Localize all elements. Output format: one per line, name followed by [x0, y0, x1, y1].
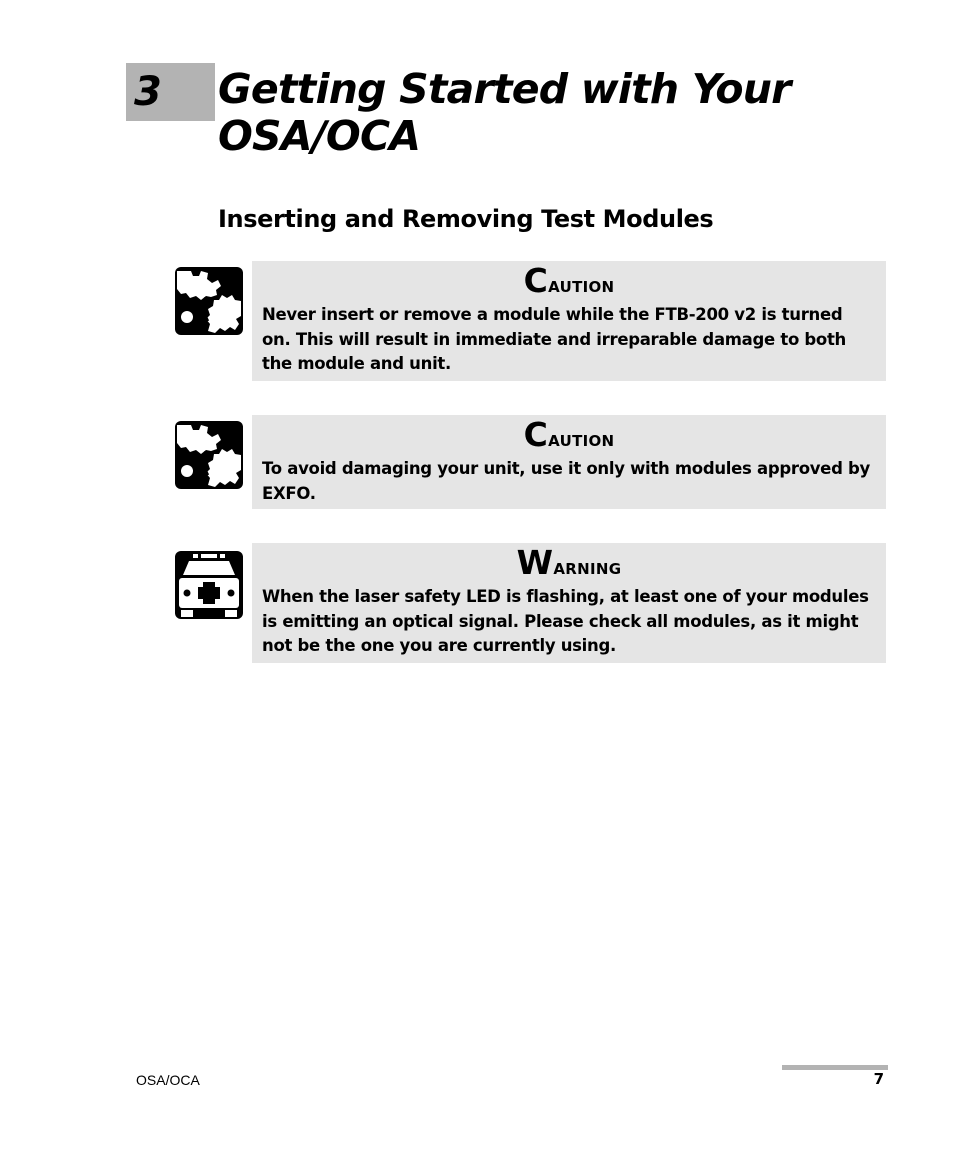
caution-gear-icon [175, 421, 243, 489]
warning-box [252, 543, 886, 663]
warning-heading: Warning [516, 543, 622, 582]
warning-ambulance-icon [175, 551, 243, 619]
footer-page-number: 7 [873, 1070, 884, 1088]
chapter-title-line2: OSA/OCA [218, 112, 421, 160]
section-heading: Inserting and Removing Test Modules [218, 205, 714, 233]
chapter-number-block [126, 63, 215, 121]
caution-gear-icon [175, 267, 243, 335]
caution-box-2 [252, 415, 886, 509]
chapter-number: 3 [134, 69, 162, 115]
caution-text-1: Never insert or remove a module while the FTB-200 v2 is turned on. This will result in immediate and irreparable damage to both the module and unit. [262, 305, 847, 373]
caution-heading-2: Caution [523, 415, 615, 454]
caution-heading-1: Caution [523, 261, 615, 300]
caution-box-1 [252, 261, 886, 381]
chapter-title-line1: Getting Started with Your [218, 65, 791, 113]
warning-text: When the laser safety LED is flashing, at least one of your modules is emitting an optical signal. Please check all modules, as it might not be the one you are currently using. [262, 587, 869, 655]
footer-product-name: OSA/OCA [136, 1072, 200, 1088]
footer-rule [782, 1065, 888, 1070]
chapter-title [218, 66, 898, 160]
caution-text-2: To avoid damaging your unit, use it only with modules approved by EXFO. [262, 459, 870, 503]
